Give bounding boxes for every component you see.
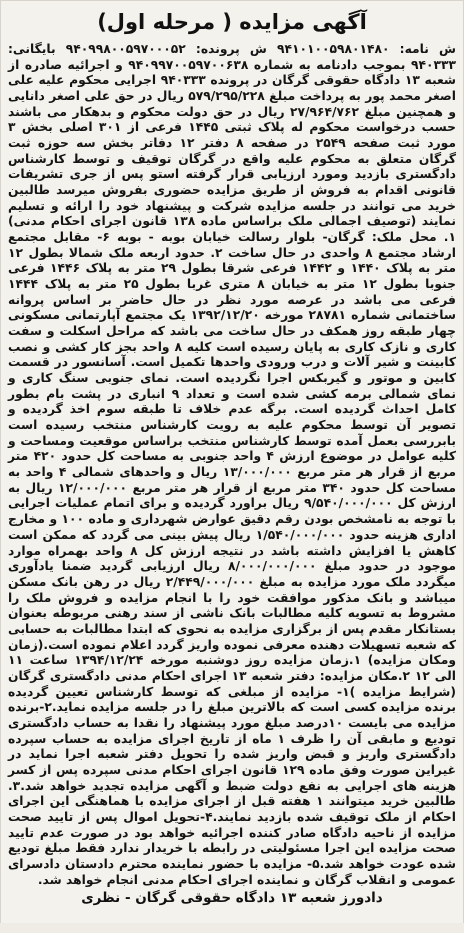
bottom-margin [0,923,464,933]
title-bar [0,6,464,38]
notice-body: ش نامه: ۹۴۱۰۱۰۰۵۹۸۰۱۴۸۰ ش پرونده: ۹۴۰۹۹۸۰۰۵۹۷۰۰۰۵۲ بایگانی: ۹۴۰۳۳۳ بموجب دادنامه به شماره ۹۴۰۹۹۷۰۰۵۹۷۰۰۶۳۸ و اجرائیه صادره از شعبه ۱۳ دادگاه حقوقی گرگان در پرونده ۹۴۰۳۳۳ اجرایی محکوم علیه علی اصغر محمد پور به پرداخت مبلغ ۵۷۹/۲۹۵/۲۲۸ ریال در حق علی اصغر دانایی و همچنین مبلغ ۲۷/۹۶۴/۷۶۲ ریال در حق دولت محکوم و بدهکار می باشند حسب درخواست محکوم له پلاک ثبتی ۱۴۴۵ فرعی از ۳۰۱ اصلی بخش ۳ مورد ثبت صفحه ۲۵۴۹ در صفحه ۸ دفتر ۱۲ دفاتر بخش سه حوزه ثبت گرگان متعلق به محکوم علیه واقع در گرگان توقیف و توسط کارشناس دادگستری بازدید ومورد ارزیابی قرار گرفته استو پس از جری تشریفات قانونی اقدام به فروش از طریق مزایده حضوری بفروش میرسد طالبین خرید می توانند در جلسه مزایده شرکت و پیشنهاد خود را ارائه و تسلیم نمایند (توصیف اجمالی ملک براساس ماده ۱۳۸ قانون اجرای احکام مدنی) ۱. محل ملک: گرگان- بلوار رسالت خیابان بوبه - بوبه ۶- مقابل مجتمع ارشاد مجتمع ۸ واحدی در حال ساخت ۲. حدود اربعه ملک شمالا بطول ۱۲ متر به پلاک ۱۴۴۰ و ۱۴۴۲ فرعی شرقا بطول ۲۹ متر به پلاک ۱۴۴۶ فرعی جنوبا بطول ۱۲ متر به خیابان ۸ متری غربا بطول ۲۵ متر به پلاک ۱۴۴۴ فرعی می باشد در عرصه مورد نظر در حال حاضر بر اساس پروانه ساختمانی شماره ۲۸۷۸۱ مورخه ۱۳۹۲/۱۲/۲۰ یک مجتمع آپارتمانی مسکونی چهار طبقه روز همکف در حال ساخت می باشد که مراحل اسکلت و سفت کاری و نازک کاری به پایان رسیده است کلیه ۸ واحد بجز کار کشی و نصب کابینت و شیر آلات و درب ورودی واحدها تکمیل است. آسانسور در قسمت کابین و موتور و گیربکس اجرا نگردیده است. نمای جنوبی سنگ کاری و نمای شمالی برمه کشی شده است و تعداد ۹ انباری در پشت بام بطور کامل احداث گردیده است. برگه عدم خلاف تا طبقه سوم اخذ گردیده و تصویر آن توسط محکوم علیه به رویت کارشناس منتخب رسیده است بابررسی بعمل آمده توسط کارشناس منتخب براساس موقعیت ومساحت و کلیه عوامل در موضوع ارزش ۴ واحد جنوبی به مساحت کل حدود ۴۲۰ متر مربع از قرار هر متر مربع ۱۳/۰۰۰/۰۰۰ ریال و واحدهای شمالی ۴ واحد به مساحت کل حدود ۳۴۰ متر مربع از قرار هر متر مربع ۱۲/۰۰۰/۰۰۰ ریال به ارزش کل ۹/۵۴۰/۰۰۰/۰۰۰ ریال براورد گردیده و برای اتمام عملیات اجرایی با توجه به نامشخص بودن رقم دقیق عوارض شهرداری و ماده ۱۰۰ و مخارج اداری هزینه حدود ۱/۵۴۰/۰۰۰/۰۰۰ ریال پیش بینی می گردد که ممکن است کاهش یا افزایش داشته باشد در نتیجه ارزش کل ۸ واحد بهمراه موارد موجود در حدود مبلغ ۸/۰۰۰/۰۰۰/۰۰۰ ریال ارزیابی گردید ضمنا یادآوری میگردد ملک مورد مزایده به مبلغ ۲/۴۴۹/۰۰۰/۰۰۰ ریال در رهن بانک مسکن میباشد و بانک مذکور موافقت خود را با انجام مزایده و فروش ملک را مشروط به تسویه کلیه مطالبات بانک ناشی از سند رهنی مربوطه بعنوان بستانکار مقدم پس از برگزاری مزایده به نحوی که ابتدا مطالبات به حسابی که شعبه تسهیلات دهنده معرفی نموده واریز گردد اعلام نموده است.(زمان ومکان مزایده) ۱.زمان مزایده روز دوشنبه مورخه ۱۳۹۴/۱۲/۲۴ ساعت ۱۱ الی ۱۲ ۲.مکان مزایده: دفتر شعبه ۱۳ اجرای احکام مدنی دادگستری گرگان (شرایط مزایده )۱- مزایده از مبلغی که توسط کارشناس تعیین گردیده برنده مزایده کسی است که بالاترین مبلغ را در جلسه مزایده نماید.۲-برنده مزایده می بایست ۱۰درصد مبلغ مورد پیشنهاد را نقدا به حساب دادگستری تودیع و مابقی آن را ظرف ۱ ماه از تاریخ اجرای مزایده به حساب سپرده دادگستری واریز و قبض واریز شده را تحویل دفتر شعبه اجرا نماید در غیراین صورت وفق ماده ۱۲۹ قانون اجرای احکام مدنی سپرده پس از کسر هزینه های اجرایی به نفع دولت ضبط و آگهی مزایده تجدید خواهد شد.۳. طالبین خرید میتوانند ۱ هفته قبل از اجرای مزایده با هماهنگی این اجرای احکام از ملک توقیف شده بازدید نمایند.۴-تحویل اموال پس از تایید صحت مزایده از ناحیه دادگاه صادر کننده اجرائیه خواهد بود در صورت عدم تایید صحت مزایده این اجرا مسئولیتی در رابطه با خریدار ندارد فقط مبلغ تودیع شده عودت خواهد شد.۵- مزایده با حضور نماینده محترم دادستان دادسرای عمومی و انقلاب گرگان و نماینده اجرای احکام مدنی انجام خواهد شد. [8,42,457,887]
notice-signature: دادورز شعبه ۱۳ دادگاه حقوقی گرگان - نظری [81,890,383,906]
notice-title: آگهی مزایده ( مرحله اول) [97,10,367,34]
